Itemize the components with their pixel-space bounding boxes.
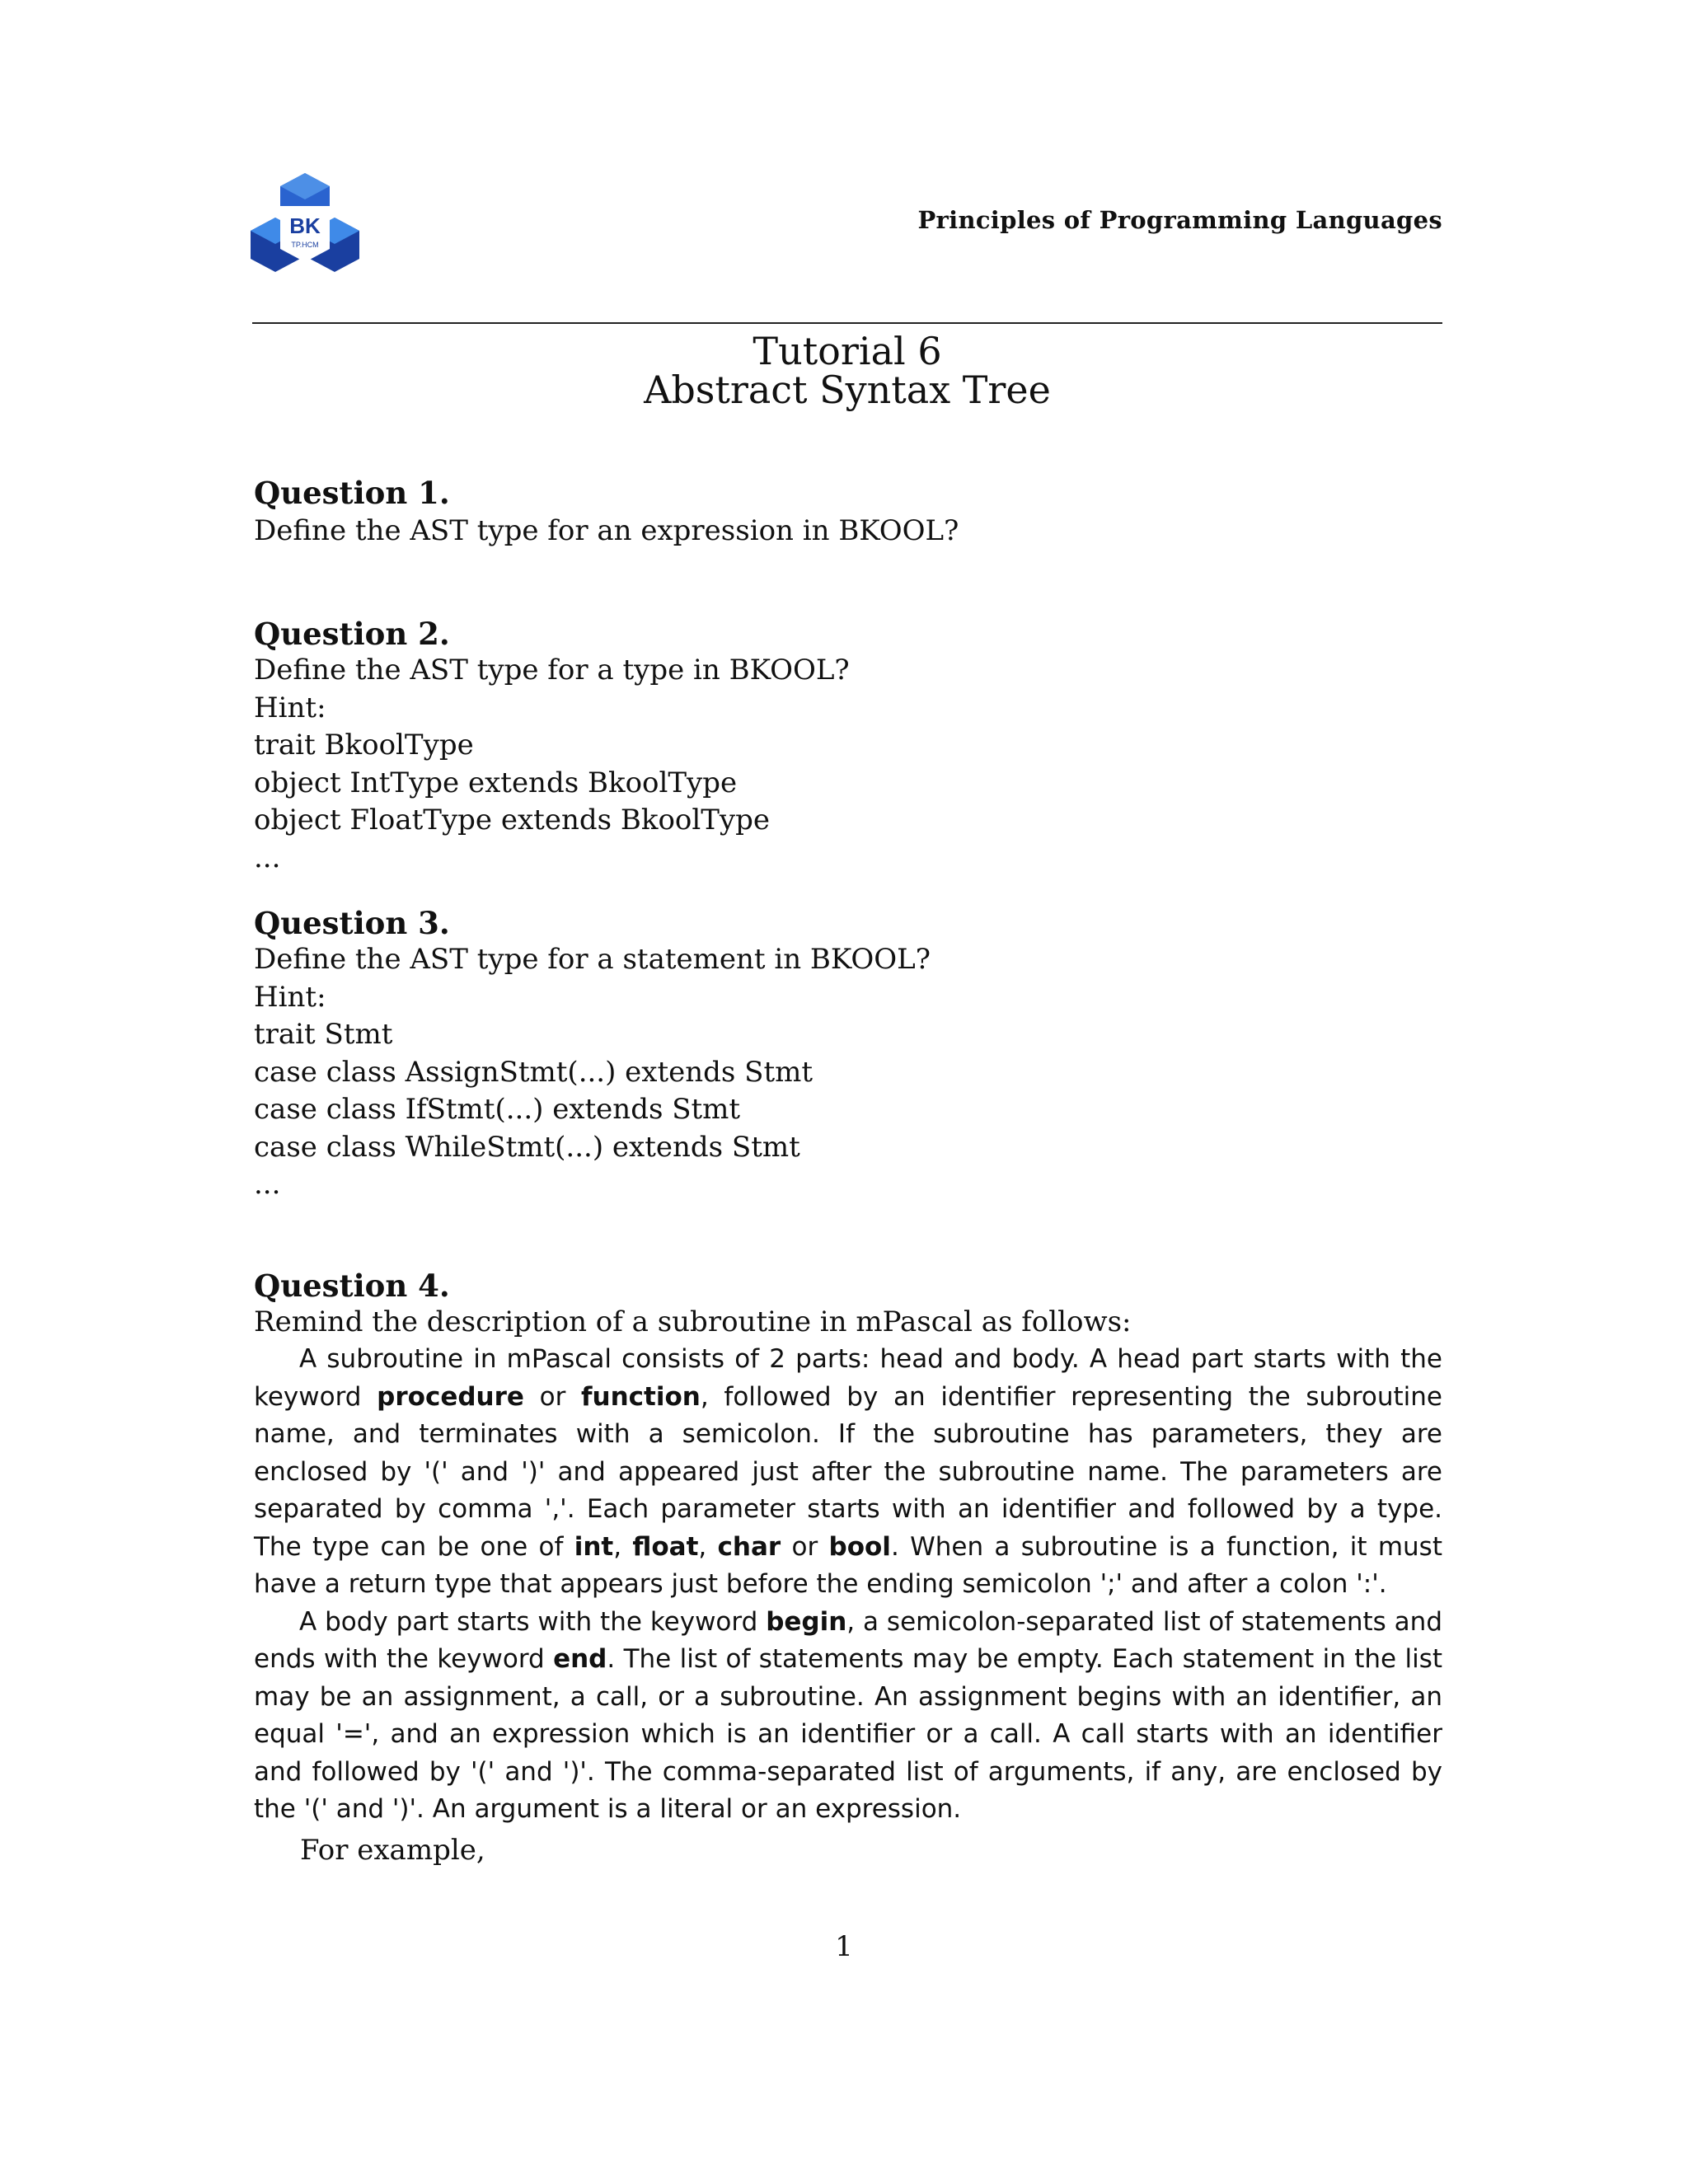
title-line-2: Abstract Syntax Tree xyxy=(644,368,1051,412)
keyword: char xyxy=(717,1531,781,1562)
question-3-heading: Question 3. xyxy=(254,905,450,941)
title-line-1: Tutorial 6 xyxy=(753,329,942,373)
question-2-line: ... xyxy=(254,841,281,874)
question-3-body xyxy=(254,941,1444,1204)
question-3-line: case class IfStmt(...) extends Stmt xyxy=(254,1093,741,1126)
keyword: float xyxy=(632,1531,699,1562)
question-3-line: trait Stmt xyxy=(254,1018,393,1051)
question-2-line: object IntType extends BkoolType xyxy=(254,766,738,799)
logo-text: BK xyxy=(289,213,321,238)
logo-subtext: TP.HCM xyxy=(291,241,319,249)
keyword: int xyxy=(574,1531,614,1562)
keyword: function xyxy=(581,1381,701,1412)
question-4-heading: Question 4. xyxy=(254,1268,450,1304)
subroutine-description xyxy=(254,1341,1442,1829)
description-paragraph-head: A subroutine in mPascal consists of 2 parts: head and body. A head part starts with the keyword procedure or function, followed by an identifier representing the subroutine name, and terminates with a semicolon. If the subroutine has parameters, they are enclosed by '(' and ')' and appeared just after the subroutine name. The parameters are separated by comma ','. Each parameter starts with an identifier and followed by a type. The type can be one of int, float, char or bool. When a subroutine is a function, it must have a return type that appears just before the ending semicolon ';' and after a colon ':'. xyxy=(254,1344,1442,1599)
course-title: Principles of Programming Languages xyxy=(917,206,1442,234)
question-3-line: case class WhileStmt(...) extends Stmt xyxy=(254,1130,800,1164)
keyword: end xyxy=(553,1644,607,1674)
question-2-line: object FloatType extends BkoolType xyxy=(254,804,771,837)
question-2-heading: Question 2. xyxy=(254,616,450,652)
page-number: 1 xyxy=(835,1930,853,1963)
question-3-line: ... xyxy=(254,1168,281,1201)
question-1-heading: Question 1. xyxy=(254,475,450,511)
question-2-line: trait BkoolType xyxy=(254,729,474,762)
description-paragraph-body: A body part starts with the keyword begin, a semicolon-separated list of statements and ends with the keyword end. The list of statements may be empty. Each statement in the list may be an assignment, a call, or a subroutine. An assignment begins with an identifier, an equal '=', and an expression which is an identifier or a call. A call starts with an identifier and followed by '(' and ')'. The comma-separated list of arguments, if any, are enclosed by the '(' and ')'. An argument is a literal or an expression. xyxy=(254,1606,1443,1824)
question-3-line: Define the AST type for a statement in BKOOL? xyxy=(254,943,931,976)
question-1-line: Define the AST type for an expression in BKOOL? xyxy=(254,514,959,547)
question-2-line: Define the AST type for a type in BKOOL? xyxy=(254,654,850,687)
keyword: procedure xyxy=(377,1381,524,1412)
document-title xyxy=(252,329,1442,412)
question-3-line: case class AssignStmt(...) extends Stmt xyxy=(254,1055,814,1089)
keyword: begin xyxy=(766,1606,847,1637)
question-2-line: Hint: xyxy=(254,691,326,724)
for-example-text: For example, xyxy=(300,1834,485,1867)
university-logo xyxy=(247,171,363,282)
question-4-body xyxy=(254,1304,1444,1342)
keyword: bool xyxy=(828,1531,891,1562)
question-4-line: Remind the description of a subroutine in mPascal as follows: xyxy=(254,1305,1132,1338)
question-2-body xyxy=(254,652,1444,877)
question-3-line: Hint: xyxy=(254,980,326,1014)
header-rule xyxy=(252,322,1442,324)
question-1-body xyxy=(254,513,1444,551)
